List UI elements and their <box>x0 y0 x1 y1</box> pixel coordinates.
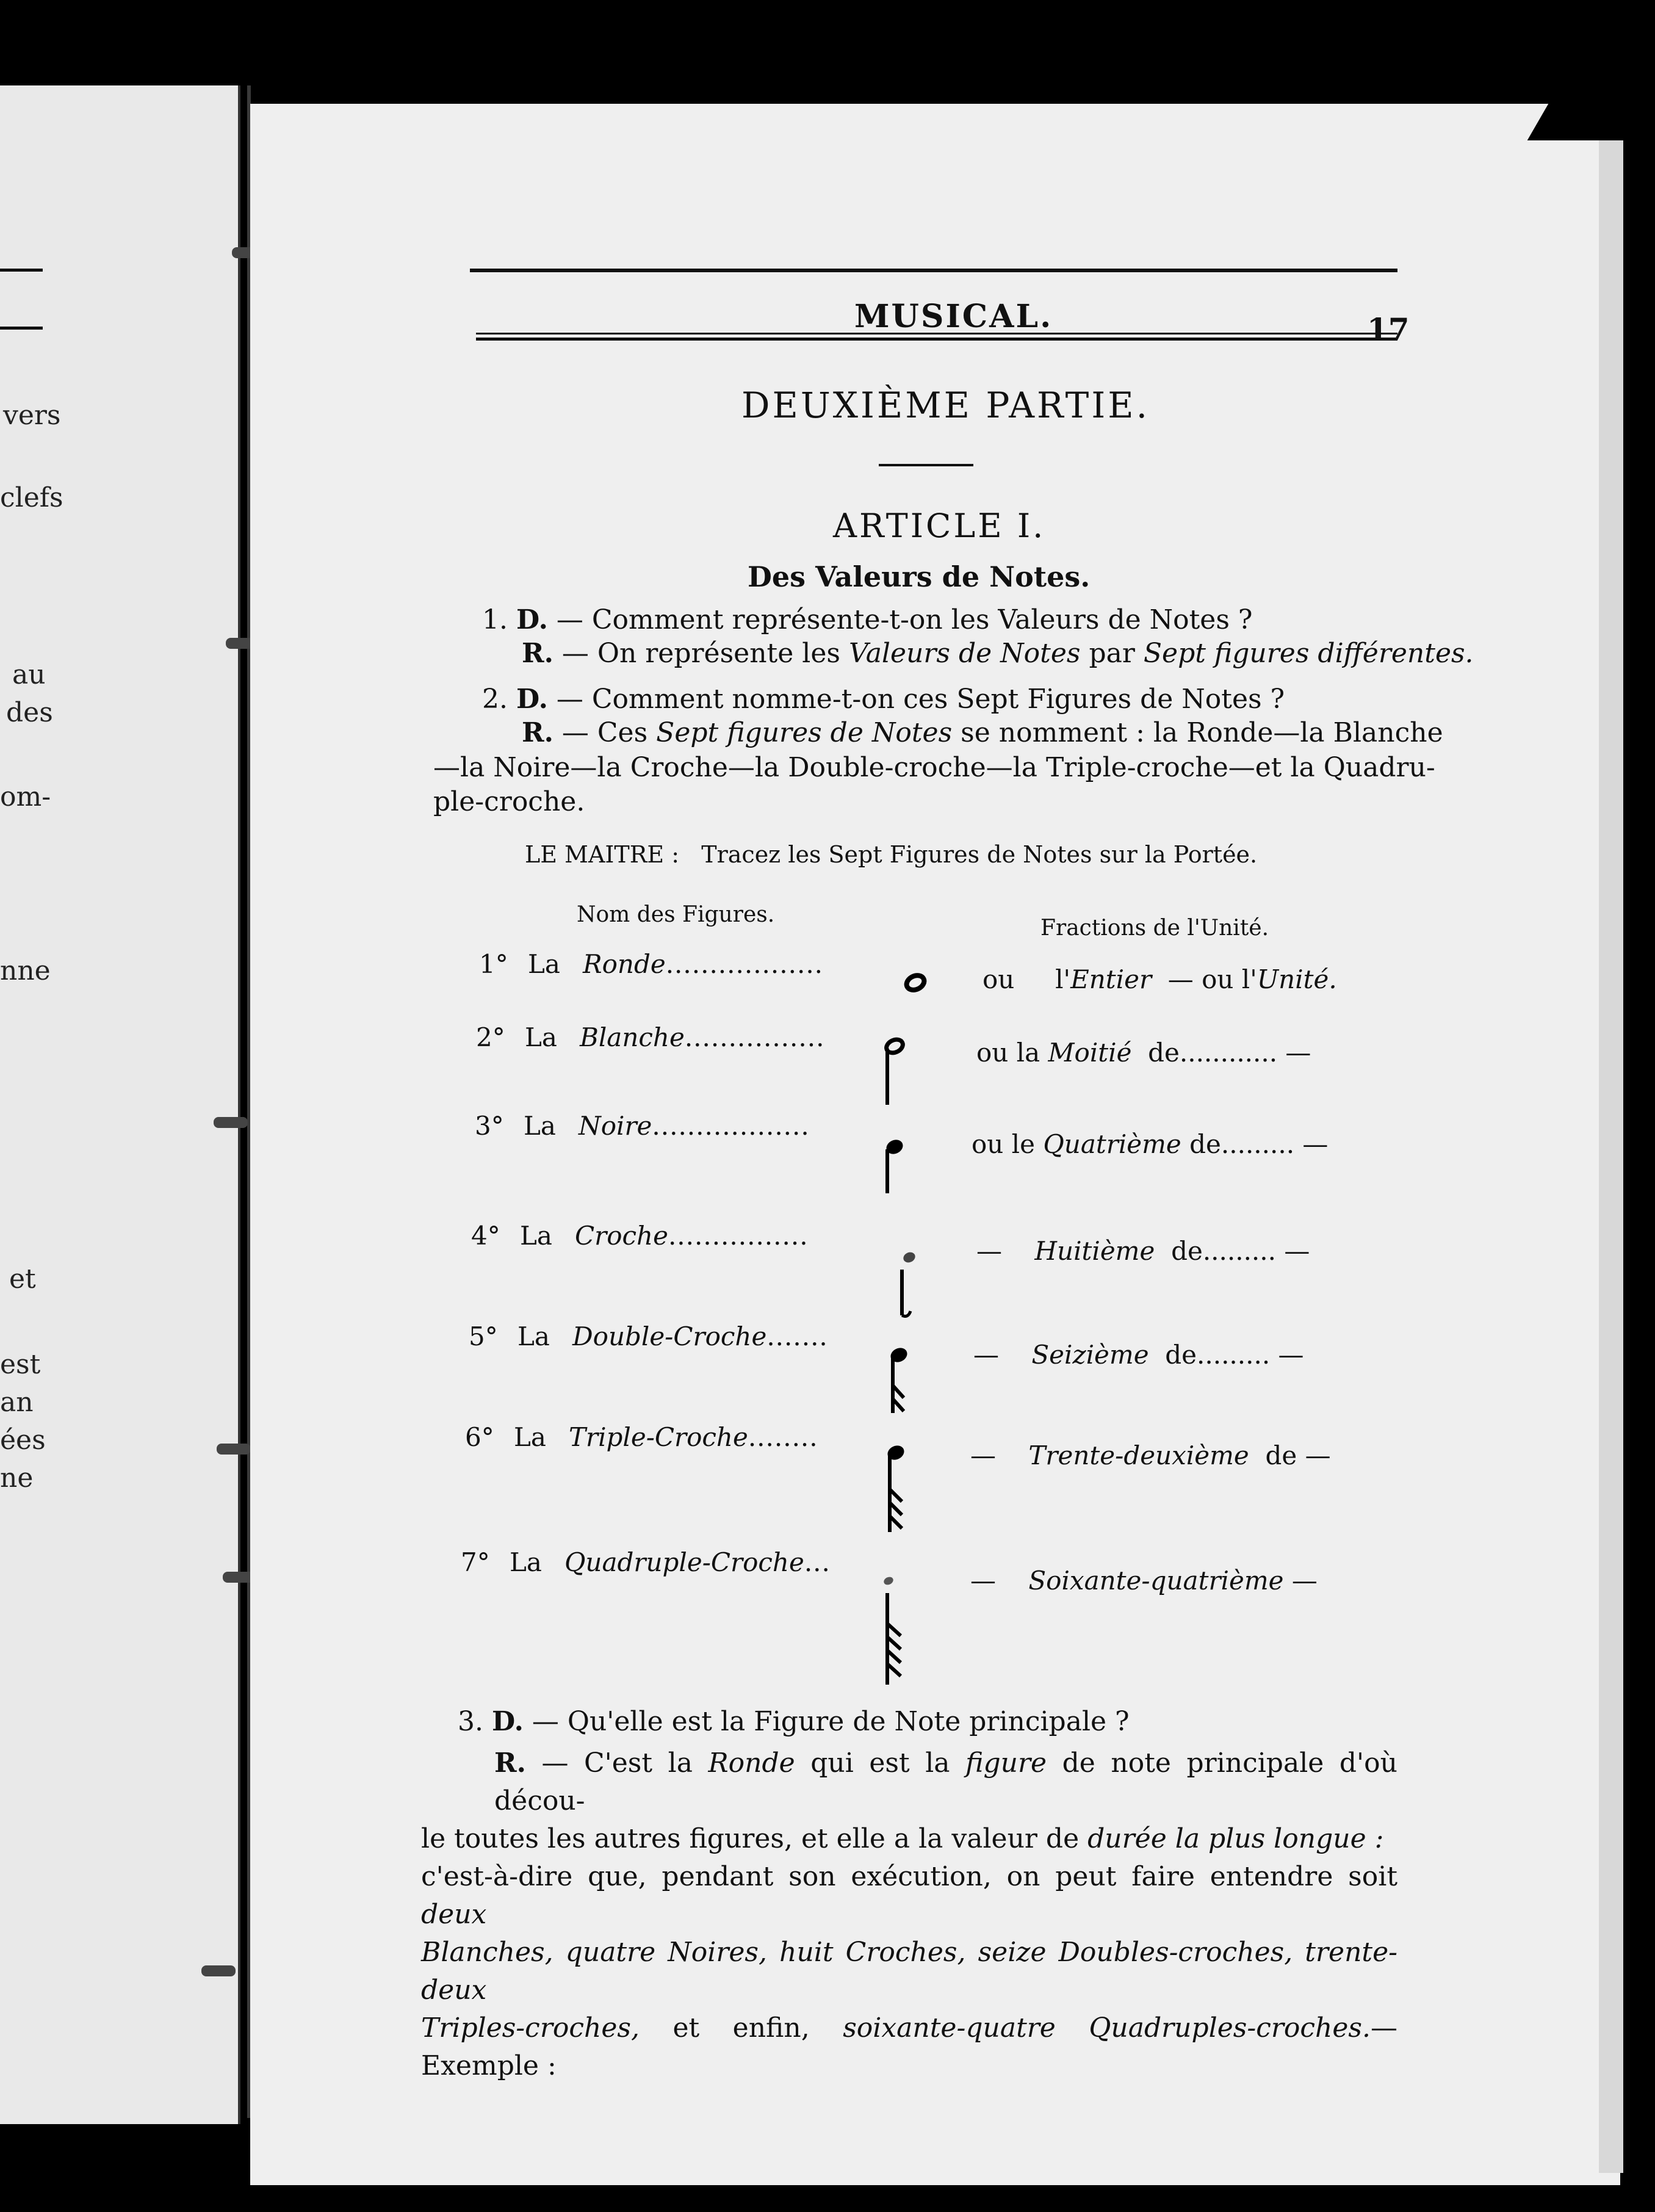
figure-row <box>469 1321 828 1351</box>
fraction-name: Soixante-quatrième <box>1028 1566 1284 1596</box>
answer-text: par <box>1089 638 1135 669</box>
row-dots: .................. <box>652 1111 810 1141</box>
question-1 <box>482 604 1253 635</box>
sixteenth-note-icon <box>882 1343 925 1416</box>
article-title: ARTICLE I. <box>833 507 1046 545</box>
fraction-row <box>972 1129 1328 1159</box>
question-text: — Comment nomme-t-on ces Sept Figures de Notes ? <box>556 684 1285 715</box>
answer-text: durée la plus longue : <box>1087 1823 1384 1854</box>
eighth-note-icon <box>891 1245 940 1325</box>
fraction-name-2: Unité. <box>1257 964 1337 994</box>
answer-text: se nomment : la Ronde—la Blanche <box>961 717 1443 748</box>
left-page-rule <box>0 269 43 272</box>
section-title: Des Valeurs de Notes. <box>748 560 1091 593</box>
answer-text: Ronde <box>708 1748 795 1779</box>
header-rule-top <box>470 269 1397 272</box>
page-number: 17 <box>1367 311 1410 347</box>
row-article: La <box>520 1221 552 1251</box>
answer-text: soixante-quatre Quadruples-croches. <box>843 2012 1371 2044</box>
left-page-fragment: an <box>0 1387 34 1418</box>
answer-3-line <box>421 1934 1397 2009</box>
row-dots: .................. <box>665 949 824 979</box>
fraction-sep: ou le <box>972 1129 1035 1159</box>
left-page-fragment: clefs <box>0 482 63 513</box>
left-facing-page <box>0 85 240 2124</box>
binding-thread <box>217 1444 251 1455</box>
answer-text: Sept figures de Notes <box>656 717 953 748</box>
fraction-post: — ou l' <box>1167 964 1257 994</box>
page-corner <box>1527 104 1655 140</box>
fraction-sep: ou <box>983 964 1015 994</box>
fraction-row <box>970 1566 1318 1596</box>
answer-text: Triples-croches, <box>421 2012 640 2044</box>
fraction-name: Entier <box>1070 964 1152 994</box>
question-text: — Qu'elle est la Figure de Note principale ? <box>532 1706 1130 1737</box>
answer-text: — Ces <box>561 717 648 748</box>
row-article: La <box>510 1547 542 1577</box>
figure-row <box>479 949 823 979</box>
instruction-label: LE MAITRE : <box>525 841 679 868</box>
row-dots: ....... <box>766 1321 828 1351</box>
row-article: La <box>524 1111 556 1141</box>
fraction-name: Huitième <box>1034 1236 1155 1266</box>
fraction-row <box>976 1038 1311 1068</box>
instruction-text: Tracez les Sept Figures de Notes sur la Portée. <box>701 841 1258 868</box>
fraction-name: Trente-deuxième <box>1028 1440 1249 1470</box>
fraction-pre: l' <box>1055 964 1071 994</box>
row-ordinal: 7° <box>461 1547 490 1577</box>
answer-1 <box>522 638 1474 669</box>
left-page-fragment: est <box>0 1349 41 1380</box>
row-ordinal: 6° <box>465 1422 494 1452</box>
left-page-fragment: des <box>6 697 53 728</box>
answer-text: deux <box>421 1899 487 1930</box>
row-ordinal: 4° <box>471 1221 500 1251</box>
fraction-name: Seizième <box>1031 1340 1149 1370</box>
quarter-note-icon <box>879 1132 915 1199</box>
row-ordinal: 2° <box>476 1022 505 1052</box>
left-page-fragment: om- <box>0 781 51 812</box>
row-ordinal: 3° <box>475 1111 504 1141</box>
part-title: DEUXIÈME PARTIE. <box>741 385 1150 426</box>
row-ordinal: 1° <box>479 949 508 979</box>
left-page-fragment: ne <box>0 1462 34 1494</box>
row-article: La <box>528 949 560 979</box>
row-dots: ................ <box>668 1221 809 1251</box>
row-name: Quadruple-Croche <box>564 1547 804 1577</box>
d-marker: D. <box>491 1706 524 1737</box>
answer-3-line <box>421 1744 1397 1820</box>
fraction-sep: ou la <box>976 1038 1040 1068</box>
question-text: — Comment représente-t-on les Valeurs de Notes ? <box>556 604 1253 635</box>
row-name: Blanche <box>580 1022 685 1052</box>
row-article: La <box>525 1022 557 1052</box>
fraction-post: de — <box>1265 1440 1331 1470</box>
row-name: Ronde <box>583 949 666 979</box>
row-ordinal: 5° <box>469 1321 498 1351</box>
fraction-sep: — <box>973 1340 999 1370</box>
answer-text: Sept figures différentes. <box>1143 638 1474 669</box>
fraction-row <box>973 1340 1304 1370</box>
fraction-row <box>970 1440 1331 1470</box>
answer-3-line <box>421 1858 1397 1934</box>
question-number: 2. <box>482 684 508 715</box>
fraction-sep: — <box>970 1440 996 1470</box>
fraction-post: de......... — <box>1189 1129 1329 1159</box>
answer-text: figure <box>965 1748 1047 1779</box>
r-marker: R. <box>522 717 553 748</box>
figure-row <box>465 1422 818 1452</box>
figure-row <box>471 1221 809 1251</box>
row-name: Croche <box>575 1221 668 1251</box>
answer-text: Blanches, quatre Noires, huit Croches, seize Doubles-croches, trente-deux <box>421 1937 1397 2006</box>
left-page-fragment: et <box>9 1263 36 1295</box>
row-dots: ... <box>804 1547 831 1577</box>
row-article: La <box>514 1422 546 1452</box>
answer-text: — C'est la <box>541 1748 693 1779</box>
fraction-name: Moitié <box>1048 1038 1132 1068</box>
thirty-second-note-icon <box>879 1440 921 1538</box>
answer-3-paragraph <box>421 1744 1397 2085</box>
r-marker: R. <box>494 1748 526 1779</box>
left-page-fragment: au <box>12 659 46 690</box>
answer-text: le toutes les autres figures, et elle a la valeur de <box>421 1823 1080 1854</box>
running-title: MUSICAL. <box>854 298 1053 335</box>
question-2 <box>482 684 1285 715</box>
page-edge <box>1599 122 1623 2173</box>
fraction-post: de............ — <box>1148 1038 1311 1068</box>
sixty-fourth-note-icon <box>879 1569 921 1691</box>
answer-2-line-2: —la Noire—la Croche—la Double-croche—la Triple-croche—et la Quadru- <box>433 752 1435 783</box>
row-name: Triple-Croche <box>569 1422 748 1452</box>
answer-text: et enfin, <box>672 2012 810 2044</box>
row-article: La <box>517 1321 550 1351</box>
fraction-post: de......... — <box>1171 1236 1310 1266</box>
left-page-rule <box>0 327 43 330</box>
figure-row <box>461 1547 831 1577</box>
answer-text: — On représente les <box>561 638 840 669</box>
answer-text: de note principale d'où décou- <box>494 1748 1397 1816</box>
fraction-row <box>983 964 1337 994</box>
instruction <box>525 841 1257 868</box>
row-name: Double-Croche <box>572 1321 767 1351</box>
row-dots: ........ <box>748 1422 818 1452</box>
column-header-names: Nom des Figures. <box>577 902 775 927</box>
figure-row <box>476 1022 824 1052</box>
fraction-sep: — <box>970 1566 996 1596</box>
r-marker: R. <box>522 638 553 669</box>
title-divider <box>879 464 973 466</box>
answer-text: c'est-à-dire que, pendant son exécution, on peut faire entendre soit <box>421 1861 1397 1892</box>
answer-2-line-3: ple-croche. <box>433 786 585 817</box>
row-dots: ................ <box>684 1022 825 1052</box>
left-page-fragment: ées <box>0 1425 46 1456</box>
d-marker: D. <box>516 684 548 715</box>
fraction-name: Quatrième <box>1043 1129 1181 1159</box>
answer-2 <box>522 717 1443 748</box>
row-name: Noire <box>579 1111 652 1141</box>
answer-text: Valeurs de Notes <box>848 638 1081 669</box>
answer-3-line <box>421 1820 1397 1858</box>
left-page-fragment: vers <box>3 400 61 431</box>
fraction-post: de......... — <box>1165 1340 1304 1370</box>
question-number: 1. <box>482 604 508 635</box>
question-number: 3. <box>458 1706 483 1737</box>
column-header-fractions: Fractions de l'Unité. <box>1040 916 1269 941</box>
answer-text: —Exemple : <box>421 2012 1397 2081</box>
fraction-post: — <box>1291 1566 1318 1596</box>
d-marker: D. <box>516 604 548 635</box>
fraction-sep: — <box>976 1236 1002 1266</box>
header-rule-bottom-thick <box>476 338 1397 341</box>
whole-note-icon <box>897 964 934 1001</box>
binding-thread <box>201 1965 236 1976</box>
binding-thread <box>214 1117 248 1128</box>
question-3 <box>458 1706 1130 1737</box>
answer-text: qui est la <box>810 1748 950 1779</box>
left-page-fragment: nne <box>0 955 51 986</box>
answer-3-line <box>421 2009 1397 2085</box>
figure-row <box>475 1111 810 1141</box>
fraction-row <box>976 1236 1310 1266</box>
half-note-icon <box>879 1032 915 1111</box>
